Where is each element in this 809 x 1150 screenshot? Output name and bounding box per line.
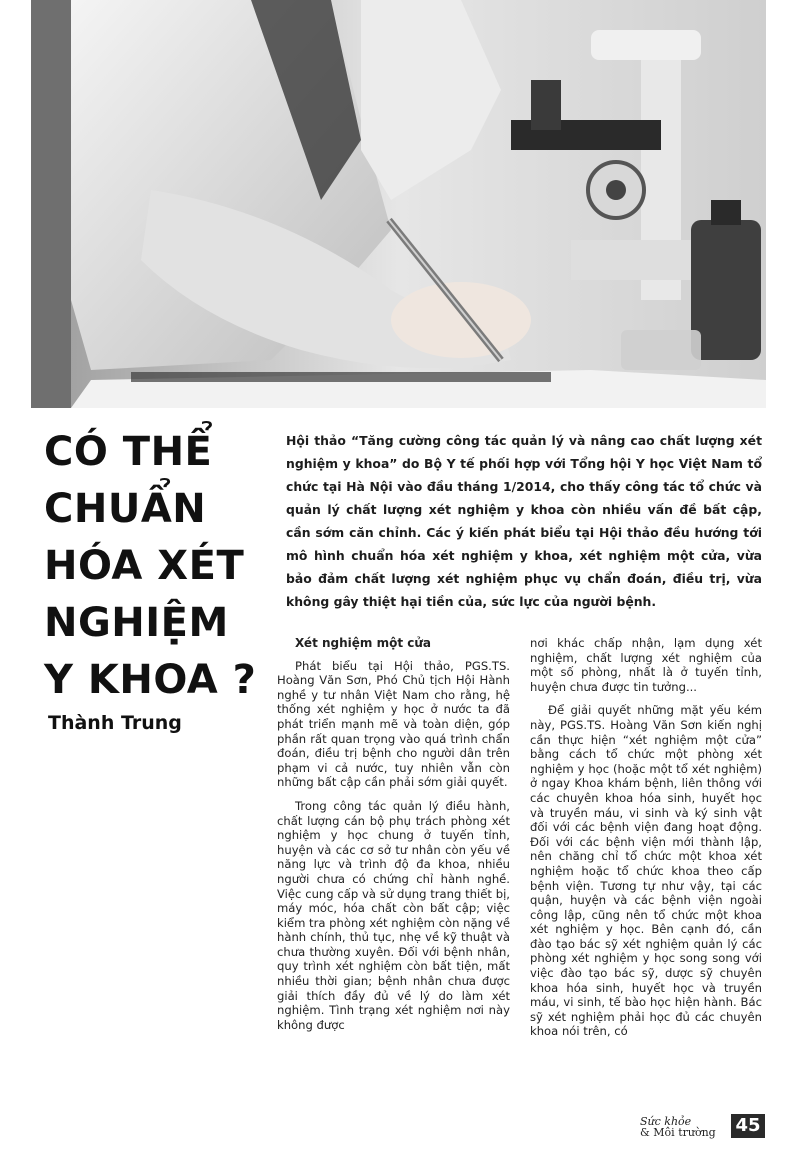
body-paragraph: Để giải quyết những mặt yếu kém này, PGS.TS. Hoàng Văn Sơn kiến nghị cần thực hiện “xét nghiệm một cửa” bằng cách tổ chức một phòng xét nghiệm y học (hoặc một tổ xét nghiệm) ở ngay Khoa khám bệnh, liên thông với các chuyên khoa hóa sinh, huyết học và truyền máu, vi sinh và ký sinh vật đối với các bệnh viện đang hoạt động. Đối với các bệnh viện mới thành lập, nên chăng chỉ tổ chức một khoa xét nghiệm hoặc tổ chức khoa theo cấp bệnh viện. Tương tự như vậy, tại các quận, huyện và các bệnh viện ngoài công lập, cũng nên tổ chức một khoa xét nghiệm y học. Bên cạnh đó, cần đào tạo bác sỹ xét nghiệm quản lý các phòng xét nghiệm y học song song với việc đào tạo bác sỹ, dược sỹ chuyên khoa hóa sinh, huyết học và truyền máu, vi sinh, tế bào học hiện hành. Bác sỹ xét nghiệm phải học đủ các chuyên khoa nói trên, có (530, 703, 762, 1039)
body-column-1 (277, 636, 510, 1041)
body-paragraph-continued: nơi khác chấp nhận, lạm dụng xét nghiệm, chất lượng xét nghiệm của một số phòng, nhất là ở tuyến tỉnh, huyện chưa được tin tưởng... (530, 636, 762, 694)
article-headline (44, 424, 257, 709)
body-column-2 (530, 636, 762, 1048)
body-paragraph: Trong công tác quản lý điều hành, chất lượng cán bộ phụ trách phòng xét nghiệm y học chung ở tuyến tỉnh, huyện và các cơ sở tư nhân còn yếu về năng lực và trình độ đa khoa, nhiều người chưa có chứng chỉ hành nghề. Việc cung cấp và sử dụng trang thiết bị, máy móc, hóa chất còn bất cập; việc kiểm tra phòng xét nghiệm còn nặng về hành chính, thủ tục, nhẹ về kỹ thuật và chưa thường xuyên. Đối với bệnh nhân, quy trình xét nghiệm còn bất tiện, mất nhiều thời gian; bệnh nhân chưa được giải thích đầy đủ về lý do làm xét nghiệm. Tình trạng xét nghiệm nơi này không được (277, 798, 510, 1032)
logo-line-1: Sức khỏe (640, 1115, 692, 1128)
headline-line: NGHIỆM (44, 600, 229, 646)
body-paragraph: Phát biểu tại Hội thảo, PGS.TS. Hoàng Văn Sơn, Phó Chủ tịch Hội Hành nghề y tư nhân Việt Nam cho rằng, hệ thống xét nghiệm y học ở nước ta đã phát triển mạnh mẽ và toàn diện, góp phần rất quan trọng vào quá trình chẩn đoán, điều trị bệnh cho người dân trên phạm vi cả nước, tuy nhiên vẫn còn những bất cập cần phải sớm giải quyết. (277, 658, 510, 790)
headline-line: HÓA XÉT (44, 543, 245, 589)
section-heading: Xét nghiệm một cửa (295, 636, 432, 650)
lead-paragraph: Hội thảo “Tăng cường công tác quản lý và nâng cao chất lượng xét nghiệm y khoa” do Bộ Y tế phối hợp với Tổng hội Y học Việt Nam tổ chức tại Hà Nội vào đầu tháng 1/2014, cho thấy công tác tổ chức và quản lý chất lượng xét nghiệm y khoa còn nhiều vấn đề bất cập, cần sớm căn chỉnh. Các ý kiến phát biểu tại Hội thảo đều hướng tới mô hình chuẩn hóa xét nghiệm y khoa, xét nghiệm một cửa, vừa bảo đảm chất lượng xét nghiệm phục vụ chẩn đoán, điều trị, vừa không gây thiệt hại tiền của, sức lực của người bệnh. (286, 433, 762, 609)
headline-line: CHUẨN (44, 486, 207, 532)
page-footer (640, 1114, 765, 1144)
lab-photo (31, 0, 766, 408)
author-byline: Thành Trung (48, 712, 182, 734)
magazine-logo (640, 1116, 716, 1138)
headline-line: Y KHOA ? (44, 657, 257, 703)
lab-photo-illustration (31, 0, 766, 408)
headline-line: CÓ THỂ (44, 429, 213, 475)
page-number: 45 (731, 1114, 765, 1138)
logo-line-2: & Môi trường (640, 1126, 716, 1139)
